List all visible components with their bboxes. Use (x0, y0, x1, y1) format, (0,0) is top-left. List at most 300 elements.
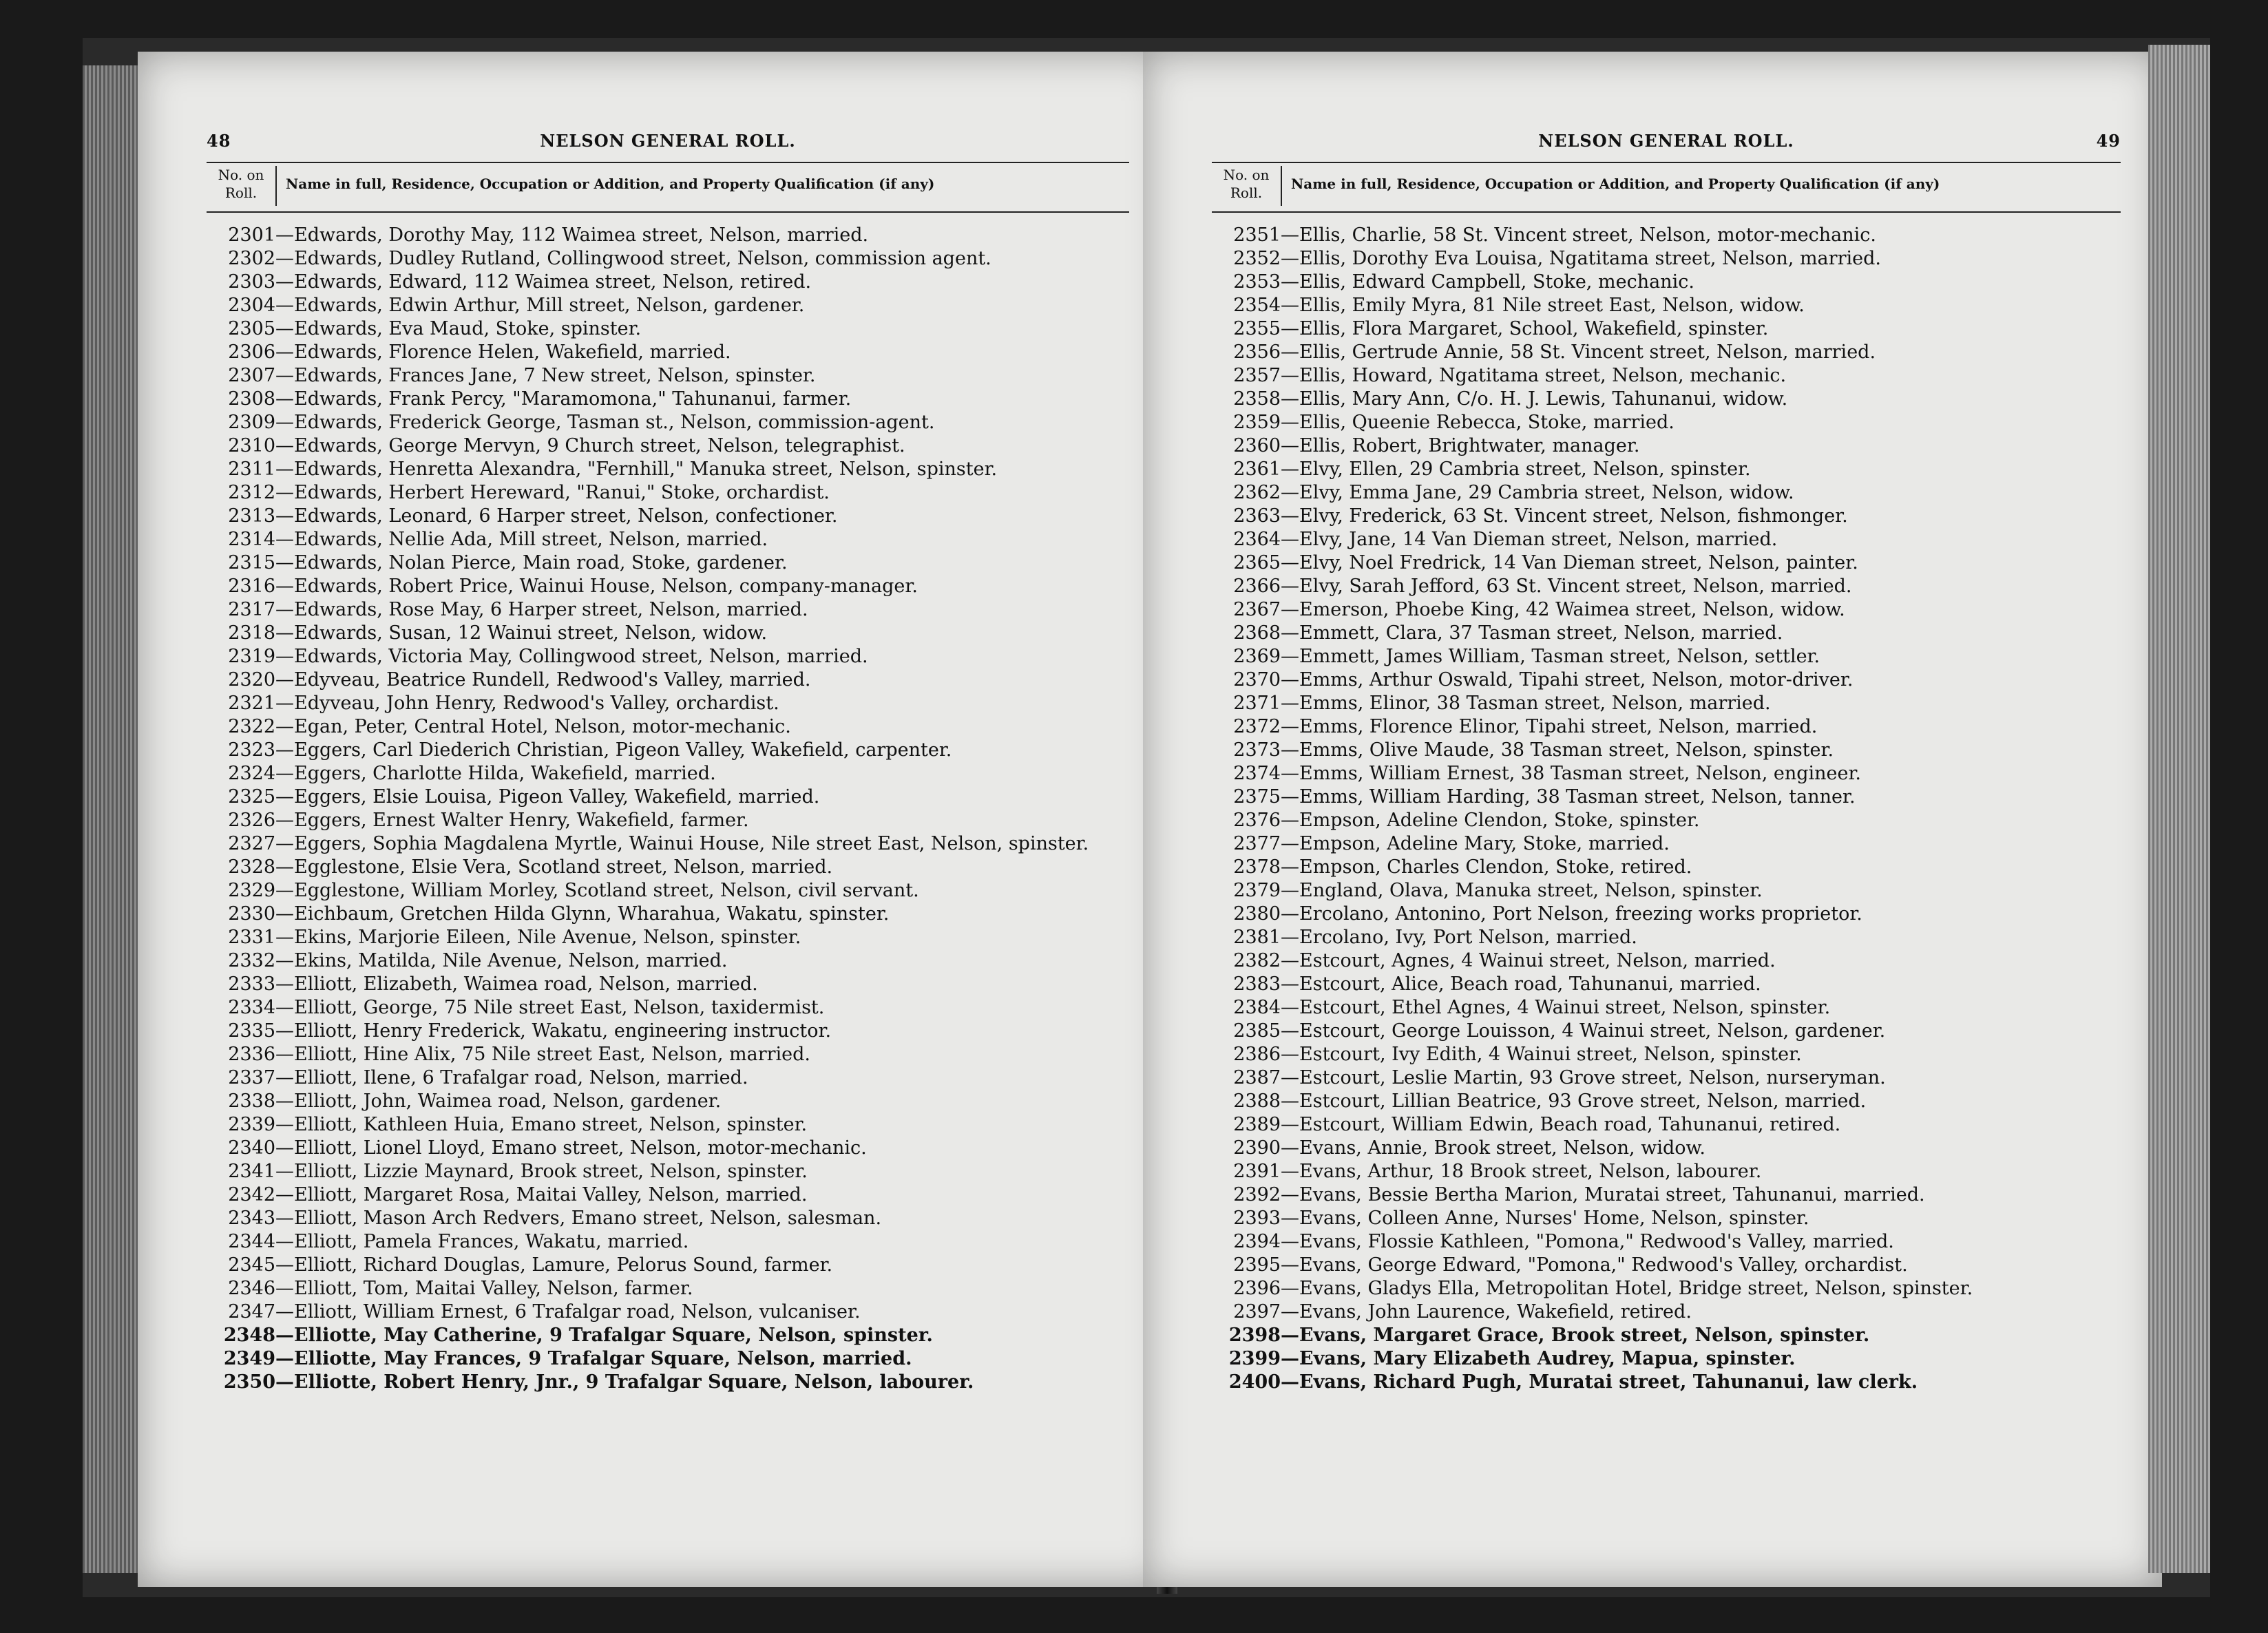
roll-entry-text: —Edwards, Henretta Alexandra, "Fernhill," Manuka street, Nelson, spinster. (275, 459, 998, 480)
roll-entry (207, 505, 1143, 528)
roll-entry (1212, 364, 2134, 388)
roll-entry-text: —Elliott, Pamela Frances, Wakatu, married. (275, 1231, 689, 1252)
roll-entry-number: 2305 (228, 318, 275, 339)
roll-entry (1212, 598, 2134, 622)
roll-entry-text: —Estcourt, Ivy Edith, 4 Wainui street, Nelson, spinster. (1281, 1044, 1802, 1065)
roll-entry (207, 551, 1143, 575)
roll-entry-text: —Eggers, Sophia Magdalena Myrtle, Wainui House, Nile street East, Nelson, spinster. (275, 833, 1089, 854)
page-edges-left (83, 65, 145, 1573)
roll-entry-text: —Elvy, Ellen, 29 Cambria street, Nelson, spinster. (1281, 459, 1751, 480)
roll-entry (1212, 458, 2134, 481)
roll-entry-text: —Edwards, Herbert Hereward, "Ranui," Stoke, orchardist. (275, 482, 830, 503)
roll-entry-text: —Evans, Annie, Brook street, Nelson, widow. (1281, 1137, 1705, 1159)
roll-entry-text: —Elliotte, May Frances, 9 Trafalgar Square, Nelson, married. (275, 1348, 912, 1369)
roll-entry-text: —Edwards, Susan, 12 Wainui street, Nelson, widow. (275, 622, 768, 644)
roll-entry-number: 2340 (228, 1137, 275, 1159)
roll-entry-number: 2342 (228, 1184, 275, 1205)
roll-entry-text: —Estcourt, Alice, Beach road, Tahunanui, married. (1281, 973, 1761, 995)
roll-entry (1212, 1020, 2134, 1043)
roll-entry (207, 622, 1143, 645)
roll-entry-number: 2372 (1233, 716, 1281, 737)
roll-entry (1212, 247, 2134, 271)
roll-entry-text: —Ellis, Robert, Brightwater, manager. (1281, 435, 1640, 456)
book-spread (83, 38, 2210, 1597)
roll-entry-number: 2312 (228, 482, 275, 503)
roll-entry (1212, 294, 2134, 317)
roll-entry (1212, 879, 2134, 903)
roll-entry (1212, 1043, 2134, 1066)
roll-entry-text: —Edwards, George Mervyn, 9 Church street, Nelson, telegraphist. (275, 435, 905, 456)
roll-entry-text: —England, Olava, Manuka street, Nelson, spinster. (1281, 880, 1763, 901)
roll-entry-text: —Edwards, Eva Maud, Stoke, spinster. (275, 318, 642, 339)
roll-entry-text: —Emmett, Clara, 37 Tasman street, Nelson, married. (1281, 622, 1783, 644)
roll-entry-number: 2394 (1233, 1231, 1281, 1252)
roll-entry-text: —Ellis, Dorothy Eva Louisa, Ngatitama street, Nelson, married. (1281, 248, 1881, 269)
roll-entry-text: —Empson, Charles Clendon, Stoke, retired. (1281, 856, 1692, 878)
roll-entry-number: 2326 (228, 810, 275, 831)
roll-entry (207, 1090, 1143, 1113)
roll-entry-text: —Elliott, George, 75 Nile street East, Nelson, taxidermist. (275, 997, 825, 1018)
roll-entry (207, 364, 1143, 388)
roll-entry-text: —Ellis, Howard, Ngatitama street, Nelson, mechanic. (1281, 365, 1787, 386)
roll-entry (1212, 739, 2134, 762)
roll-entry (1212, 949, 2134, 973)
roll-entry-text: —Edwards, Edward, 112 Waimea street, Nelson, retired. (275, 271, 812, 293)
roll-entry (207, 271, 1143, 294)
roll-entry-text: —Estcourt, Ethel Agnes, 4 Wainui street, Nelson, spinster. (1281, 997, 1831, 1018)
roll-entry-number: 2307 (228, 365, 275, 386)
roll-entry-text: —Ellis, Queenie Rebecca, Stoke, married. (1281, 412, 1674, 433)
roll-entry (207, 411, 1143, 434)
roll-entry-text: —Edwards, Edwin Arthur, Mill street, Nelson, gardener. (275, 295, 805, 316)
left-column-header (207, 162, 1129, 213)
roll-entry-text: —Evans, Flossie Kathleen, "Pomona," Redwood's Valley, married. (1281, 1231, 1894, 1252)
roll-entry (1212, 388, 2134, 411)
roll-entry (1212, 1137, 2134, 1160)
roll-entry (207, 715, 1143, 739)
roll-entry-text: —Evans, Gladys Ella, Metropolitan Hotel, Bridge street, Nelson, spinster. (1281, 1278, 1973, 1299)
roll-entry-number: 2344 (228, 1231, 275, 1252)
roll-entry (1212, 973, 2134, 996)
roll-entry-text: —Emmett, James William, Tasman street, Nelson, settler. (1281, 646, 1820, 667)
roll-entry-text: —Empson, Adeline Mary, Stoke, married. (1281, 833, 1670, 854)
roll-entry (207, 247, 1143, 271)
right-page-header (1212, 131, 2121, 158)
roll-entry-text: —Evans, Margaret Grace, Brook street, Nelson, spinster. (1281, 1325, 1870, 1346)
roll-entry (1212, 341, 2134, 364)
roll-entry (207, 926, 1143, 949)
roll-entry-number: 2373 (1233, 739, 1281, 761)
roll-entry (207, 1324, 1143, 1347)
right-column-header (1212, 162, 2121, 213)
roll-entry-text: —Elliott, Ilene, 6 Trafalgar road, Nelson, married. (275, 1067, 748, 1088)
roll-entry-number: 2345 (228, 1254, 275, 1276)
roll-entry-text: —Estcourt, Agnes, 4 Wainui street, Nelson, married. (1281, 950, 1776, 971)
roll-entry-number: 2376 (1233, 810, 1281, 831)
roll-entry (1212, 528, 2134, 551)
roll-entry-number: 2400 (1228, 1371, 1281, 1393)
roll-entry (207, 575, 1143, 598)
roll-entry-number: 2378 (1233, 856, 1281, 878)
roll-entry-text: —Emms, Arthur Oswald, Tipahi street, Nelson, motor-driver. (1281, 669, 1854, 691)
roll-entry (1212, 692, 2134, 715)
roll-entry-text: —Egglestone, Elsie Vera, Scotland street, Nelson, married. (275, 856, 833, 878)
roll-entry-number: 2370 (1233, 669, 1281, 691)
roll-entry-text: —Ekins, Marjorie Eileen, Nile Avenue, Nelson, spinster. (275, 927, 801, 948)
roll-entry-number: 2353 (1233, 271, 1281, 293)
roll-entry (207, 1183, 1143, 1207)
roll-entry (1212, 645, 2134, 668)
roll-entry-number: 2337 (228, 1067, 275, 1088)
roll-entry (1212, 856, 2134, 879)
left-col-name-label: Name in full, Residence, Occupation or Addition, and Property Qualification (if any) (286, 176, 935, 192)
roll-entry-number: 2318 (228, 622, 275, 644)
roll-entry (1212, 1371, 2134, 1394)
roll-entry-text: —Edyveau, John Henry, Redwood's Valley, orchardist. (275, 693, 779, 714)
roll-entry (207, 1137, 1143, 1160)
roll-entry (207, 458, 1143, 481)
roll-entry-number: 2387 (1233, 1067, 1281, 1088)
roll-entry (1212, 926, 2134, 949)
roll-entry-text: —Emms, Olive Maude, 38 Tasman street, Nelson, spinster. (1281, 739, 1834, 761)
roll-entry-number: 2329 (228, 880, 275, 901)
roll-entry (207, 762, 1143, 786)
roll-entry-text: —Emms, William Ernest, 38 Tasman street, Nelson, engineer. (1281, 763, 1862, 784)
roll-entry (1212, 762, 2134, 786)
roll-entry (1212, 809, 2134, 832)
roll-entry (207, 1020, 1143, 1043)
roll-entry-text: —Elliott, William Ernest, 6 Trafalgar road, Nelson, vulcaniser. (275, 1301, 861, 1323)
roll-entry-number: 2310 (228, 435, 275, 456)
roll-entry-number: 2362 (1233, 482, 1281, 503)
roll-entry (207, 388, 1143, 411)
roll-entry-number: 2322 (228, 716, 275, 737)
roll-entry-text: —Ekins, Matilda, Nile Avenue, Nelson, married. (275, 950, 728, 971)
roll-entry-text: —Empson, Adeline Clendon, Stoke, spinster. (1281, 810, 1700, 831)
roll-entry (207, 1300, 1143, 1324)
roll-entry (1212, 1207, 2134, 1230)
right-col-no-label: No. on Roll. (1212, 166, 1282, 206)
roll-entry-text: —Eggers, Elsie Louisa, Pigeon Valley, Wakefield, married. (275, 786, 820, 808)
roll-entry-text: —Eichbaum, Gretchen Hilda Glynn, Wharahua, Wakatu, spinster. (275, 903, 890, 925)
roll-entry-number: 2301 (228, 224, 275, 246)
roll-entry-number: 2381 (1233, 927, 1281, 948)
roll-entry-number: 2331 (228, 927, 275, 948)
roll-entry-number: 2366 (1233, 576, 1281, 597)
roll-entry (207, 645, 1143, 668)
roll-entry-number: 2379 (1233, 880, 1281, 901)
roll-entry-number: 2398 (1228, 1325, 1281, 1346)
roll-entry-text: —Edwards, Rose May, 6 Harper street, Nelson, married. (275, 599, 808, 620)
roll-entry-number: 2361 (1233, 459, 1281, 480)
roll-entry-number: 2339 (228, 1114, 275, 1135)
roll-entry (1212, 1113, 2134, 1137)
roll-entry-number: 2357 (1233, 365, 1281, 386)
roll-entry (1212, 551, 2134, 575)
roll-entry (207, 1066, 1143, 1090)
roll-entry-number: 2383 (1233, 973, 1281, 995)
roll-entry (1212, 1324, 2134, 1347)
roll-entry-text: —Evans, Arthur, 18 Brook street, Nelson, labourer. (1281, 1161, 1762, 1182)
roll-entry-text: —Ellis, Mary Ann, C/o. H. J. Lewis, Tahunanui, widow. (1281, 388, 1788, 410)
roll-entry-number: 2393 (1233, 1208, 1281, 1229)
roll-entry-text: —Evans, John Laurence, Wakefield, retired. (1281, 1301, 1692, 1323)
roll-entry-number: 2338 (228, 1091, 275, 1112)
roll-entry-number: 2364 (1233, 529, 1281, 550)
roll-entry-text: —Ellis, Edward Campbell, Stoke, mechanic. (1281, 271, 1694, 293)
roll-entry-text: —Elliott, Henry Frederick, Wakatu, engineering instructor. (275, 1020, 832, 1042)
roll-entry (207, 692, 1143, 715)
left-page-header (207, 131, 1129, 158)
roll-entry-number: 2368 (1233, 622, 1281, 644)
roll-entry-number: 2315 (228, 552, 275, 573)
roll-entry-number: 2377 (1233, 833, 1281, 854)
roll-entry-text: —Elvy, Jane, 14 Van Dieman street, Nelson, married. (1281, 529, 1778, 550)
roll-entry (1212, 411, 2134, 434)
roll-entry-number: 2380 (1233, 903, 1281, 925)
roll-entry-text: —Evans, George Edward, "Pomona," Redwood's Valley, orchardist. (1281, 1254, 1908, 1276)
roll-entry (1212, 1090, 2134, 1113)
roll-entry (1212, 1230, 2134, 1254)
roll-entry-number: 2336 (228, 1044, 275, 1065)
roll-entry-text: —Edwards, Nellie Ada, Mill street, Nelson, married. (275, 529, 768, 550)
roll-entry-text: —Eggers, Carl Diederich Christian, Pigeon Valley, Wakefield, carpenter. (275, 739, 952, 761)
roll-entry-number: 2389 (1233, 1114, 1281, 1135)
roll-entry (207, 341, 1143, 364)
roll-entry (1212, 786, 2134, 809)
roll-entry (207, 739, 1143, 762)
roll-entry (1212, 668, 2134, 692)
roll-entry (1212, 903, 2134, 926)
roll-entry-number: 2308 (228, 388, 275, 410)
roll-entry-number: 2333 (228, 973, 275, 995)
roll-entry-number: 2324 (228, 763, 275, 784)
roll-entry-number: 2385 (1233, 1020, 1281, 1042)
roll-entry-text: —Ellis, Emily Myra, 81 Nile street East, Nelson, widow. (1281, 295, 1805, 316)
roll-entry-text: —Evans, Bessie Bertha Marion, Muratai street, Tahunanui, married. (1281, 1184, 1925, 1205)
roll-entry (207, 528, 1143, 551)
roll-entry-number: 2395 (1233, 1254, 1281, 1276)
roll-entry (1212, 715, 2134, 739)
roll-entry-number: 2388 (1233, 1091, 1281, 1112)
roll-entry-number: 2391 (1233, 1161, 1281, 1182)
roll-entry-text: —Elliott, John, Waimea road, Nelson, gardener. (275, 1091, 722, 1112)
roll-entry (207, 481, 1143, 505)
roll-entry (207, 1113, 1143, 1137)
roll-entry-text: —Edyveau, Beatrice Rundell, Redwood's Valley, married. (275, 669, 811, 691)
roll-entry-number: 2358 (1233, 388, 1281, 410)
roll-entry (1212, 481, 2134, 505)
roll-entry-text: —Elliotte, May Catherine, 9 Trafalgar Square, Nelson, spinster. (275, 1325, 933, 1346)
roll-entry (207, 1043, 1143, 1066)
left-page-number: 48 (207, 131, 231, 151)
roll-entry-number: 2365 (1233, 552, 1281, 573)
roll-entry-text: —Elliott, Margaret Rosa, Maitai Valley, Nelson, married. (275, 1184, 808, 1205)
roll-entry-text: —Ercolano, Antonino, Port Nelson, freezing works proprietor. (1281, 903, 1862, 925)
roll-entry (207, 786, 1143, 809)
left-entries-list (207, 224, 1143, 1394)
roll-entry-number: 2325 (228, 786, 275, 808)
roll-entry (207, 434, 1143, 458)
roll-entry (1212, 1347, 2134, 1371)
roll-entry (207, 1254, 1143, 1277)
roll-entry (1212, 271, 2134, 294)
roll-entry-number: 2323 (228, 739, 275, 761)
roll-entry-text: —Elliott, Richard Douglas, Lamure, Pelorus Sound, farmer. (275, 1254, 833, 1276)
roll-entry (207, 317, 1143, 341)
roll-entry-number: 2328 (228, 856, 275, 878)
roll-entry-number: 2327 (228, 833, 275, 854)
roll-entry (207, 879, 1143, 903)
roll-entry-number: 2382 (1233, 950, 1281, 971)
roll-entry (207, 903, 1143, 926)
roll-entry-number: 2375 (1233, 786, 1281, 808)
roll-entry (1212, 1254, 2134, 1277)
roll-entry-number: 2343 (228, 1208, 275, 1229)
roll-entry-number: 2320 (228, 669, 275, 691)
roll-entry-number: 2369 (1233, 646, 1281, 667)
roll-entry-text: —Elliott, Kathleen Huia, Emano street, Nelson, spinster. (275, 1114, 808, 1135)
roll-entry (1212, 1183, 2134, 1207)
roll-entry-number: 2311 (228, 459, 275, 480)
left-running-title: NELSON GENERAL ROLL. (540, 131, 796, 151)
roll-entry-text: —Emms, William Harding, 38 Tasman street, Nelson, tanner. (1281, 786, 1856, 808)
roll-entry (207, 996, 1143, 1020)
roll-entry (1212, 996, 2134, 1020)
roll-entry-text: —Elliott, Lizzie Maynard, Brook street, Nelson, spinster. (275, 1161, 808, 1182)
roll-entry-text: —Edwards, Frederick George, Tasman st., Nelson, commission-agent. (275, 412, 935, 433)
roll-entry-text: —Elliott, Lionel Lloyd, Emano street, Nelson, motor-mechanic. (275, 1137, 867, 1159)
roll-entry-text: —Elvy, Sarah Jefford, 63 St. Vincent street, Nelson, married. (1281, 576, 1852, 597)
roll-entry (1212, 1160, 2134, 1183)
roll-entry-text: —Ercolano, Ivy, Port Nelson, married. (1281, 927, 1637, 948)
roll-entry-number: 2319 (228, 646, 275, 667)
roll-entry-text: —Evans, Colleen Anne, Nurses' Home, Nelson, spinster. (1281, 1208, 1809, 1229)
roll-entry-text: —Emerson, Phoebe King, 42 Waimea street, Nelson, widow. (1281, 599, 1845, 620)
roll-entry-number: 2330 (228, 903, 275, 925)
roll-entry (207, 809, 1143, 832)
roll-entry-text: —Ellis, Gertrude Annie, 58 St. Vincent street, Nelson, married. (1281, 341, 1876, 363)
roll-entry (207, 294, 1143, 317)
roll-entry-number: 2397 (1233, 1301, 1281, 1323)
roll-entry-text: —Edwards, Nolan Pierce, Main road, Stoke, gardener. (275, 552, 788, 573)
roll-entry-text: —Ellis, Flora Margaret, School, Wakefield, spinster. (1281, 318, 1769, 339)
left-page (138, 52, 1170, 1587)
roll-entry-text: —Emms, Elinor, 38 Tasman street, Nelson, married. (1281, 693, 1771, 714)
roll-entry-number: 2321 (228, 693, 275, 714)
roll-entry-number: 2354 (1233, 295, 1281, 316)
roll-entry-number: 2303 (228, 271, 275, 293)
right-running-title: NELSON GENERAL ROLL. (1538, 131, 1794, 151)
roll-entry-text: —Ellis, Charlie, 58 St. Vincent street, Nelson, motor-mechanic. (1281, 224, 1876, 246)
roll-entry-number: 2313 (228, 505, 275, 527)
roll-entry-text: —Edwards, Frances Jane, 7 New street, Nelson, spinster. (275, 365, 816, 386)
roll-entry-number: 2306 (228, 341, 275, 363)
roll-entry-text: —Evans, Richard Pugh, Muratai street, Tahunanui, law clerk. (1281, 1371, 1918, 1393)
roll-entry-number: 2355 (1233, 318, 1281, 339)
roll-entry-text: —Elliott, Elizabeth, Waimea road, Nelson, married. (275, 973, 758, 995)
roll-entry-text: —Elvy, Frederick, 63 St. Vincent street, Nelson, fishmonger. (1281, 505, 1848, 527)
roll-entry-number: 2349 (223, 1348, 275, 1369)
roll-entry-text: —Emms, Florence Elinor, Tipahi street, Nelson, married. (1281, 716, 1818, 737)
roll-entry-number: 2351 (1233, 224, 1281, 246)
roll-entry-number: 2316 (228, 576, 275, 597)
roll-entry-text: —Elliott, Mason Arch Redvers, Emano street, Nelson, salesman. (275, 1208, 882, 1229)
roll-entry-text: —Evans, Mary Elizabeth Audrey, Mapua, spinster. (1281, 1348, 1796, 1369)
page-edges-right (2148, 45, 2210, 1573)
roll-entry-number: 2374 (1233, 763, 1281, 784)
roll-entry-text: —Edwards, Robert Price, Wainui House, Nelson, company-manager. (275, 576, 918, 597)
roll-entry-number: 2399 (1228, 1348, 1281, 1369)
roll-entry-text: —Edwards, Leonard, 6 Harper street, Nelson, confectioner. (275, 505, 838, 527)
roll-entry-text: —Estcourt, William Edwin, Beach road, Tahunanui, retired. (1281, 1114, 1841, 1135)
roll-entry-text: —Edwards, Victoria May, Collingwood street, Nelson, married. (275, 646, 868, 667)
roll-entry-number: 2309 (228, 412, 275, 433)
roll-entry (1212, 1066, 2134, 1090)
roll-entry-text: —Egan, Peter, Central Hotel, Nelson, motor-mechanic. (275, 716, 791, 737)
roll-entry (1212, 1300, 2134, 1324)
roll-entry-number: 2341 (228, 1161, 275, 1182)
right-entries-list (1212, 224, 2134, 1394)
roll-entry-number: 2332 (228, 950, 275, 971)
roll-entry-number: 2348 (223, 1325, 275, 1346)
roll-entry-text: —Edwards, Florence Helen, Wakefield, married. (275, 341, 731, 363)
roll-entry-text: —Egglestone, William Morley, Scotland street, Nelson, civil servant. (275, 880, 919, 901)
roll-entry (207, 1371, 1143, 1394)
roll-entry (207, 949, 1143, 973)
roll-entry (1212, 575, 2134, 598)
roll-entry-number: 2360 (1233, 435, 1281, 456)
roll-entry-text: —Elvy, Emma Jane, 29 Cambria street, Nelson, widow. (1281, 482, 1794, 503)
roll-entry-text: —Estcourt, George Louisson, 4 Wainui street, Nelson, gardener. (1281, 1020, 1886, 1042)
roll-entry-number: 2392 (1233, 1184, 1281, 1205)
roll-entry (207, 973, 1143, 996)
right-page (1143, 52, 2162, 1587)
roll-entry-number: 2335 (228, 1020, 275, 1042)
roll-entry-number: 2314 (228, 529, 275, 550)
roll-entry-number: 2359 (1233, 412, 1281, 433)
roll-entry (207, 224, 1143, 247)
roll-entry-number: 2352 (1233, 248, 1281, 269)
roll-entry-number: 2350 (223, 1371, 275, 1393)
roll-entry-number: 2363 (1233, 505, 1281, 527)
roll-entry (207, 1347, 1143, 1371)
roll-entry-text: —Edwards, Dorothy May, 112 Waimea street, Nelson, married. (275, 224, 869, 246)
roll-entry-text: —Estcourt, Leslie Martin, 93 Grove street, Nelson, nurseryman. (1281, 1067, 1886, 1088)
roll-entry-text: —Eggers, Ernest Walter Henry, Wakefield, farmer. (275, 810, 749, 831)
left-col-no-label: No. on Roll. (207, 166, 277, 206)
right-col-name-label: Name in full, Residence, Occupation or Addition, and Property Qualification (if any) (1291, 176, 1940, 192)
roll-entry (1212, 622, 2134, 645)
roll-entry (207, 598, 1143, 622)
roll-entry-number: 2371 (1233, 693, 1281, 714)
roll-entry (207, 1230, 1143, 1254)
roll-entry-number: 2302 (228, 248, 275, 269)
roll-entry (1212, 832, 2134, 856)
roll-entry-number: 2346 (228, 1278, 275, 1299)
roll-entry-number: 2384 (1233, 997, 1281, 1018)
roll-entry-text: —Elvy, Noel Fredrick, 14 Van Dieman street, Nelson, painter. (1281, 552, 1858, 573)
roll-entry-number: 2396 (1233, 1278, 1281, 1299)
roll-entry (207, 1160, 1143, 1183)
roll-entry-text: —Estcourt, Lillian Beatrice, 93 Grove street, Nelson, married. (1281, 1091, 1867, 1112)
roll-entry-number: 2390 (1233, 1137, 1281, 1159)
roll-entry-text: —Eggers, Charlotte Hilda, Wakefield, married. (275, 763, 716, 784)
roll-entry-number: 2347 (228, 1301, 275, 1323)
roll-entry (207, 856, 1143, 879)
roll-entry-number: 2386 (1233, 1044, 1281, 1065)
roll-entry (1212, 434, 2134, 458)
